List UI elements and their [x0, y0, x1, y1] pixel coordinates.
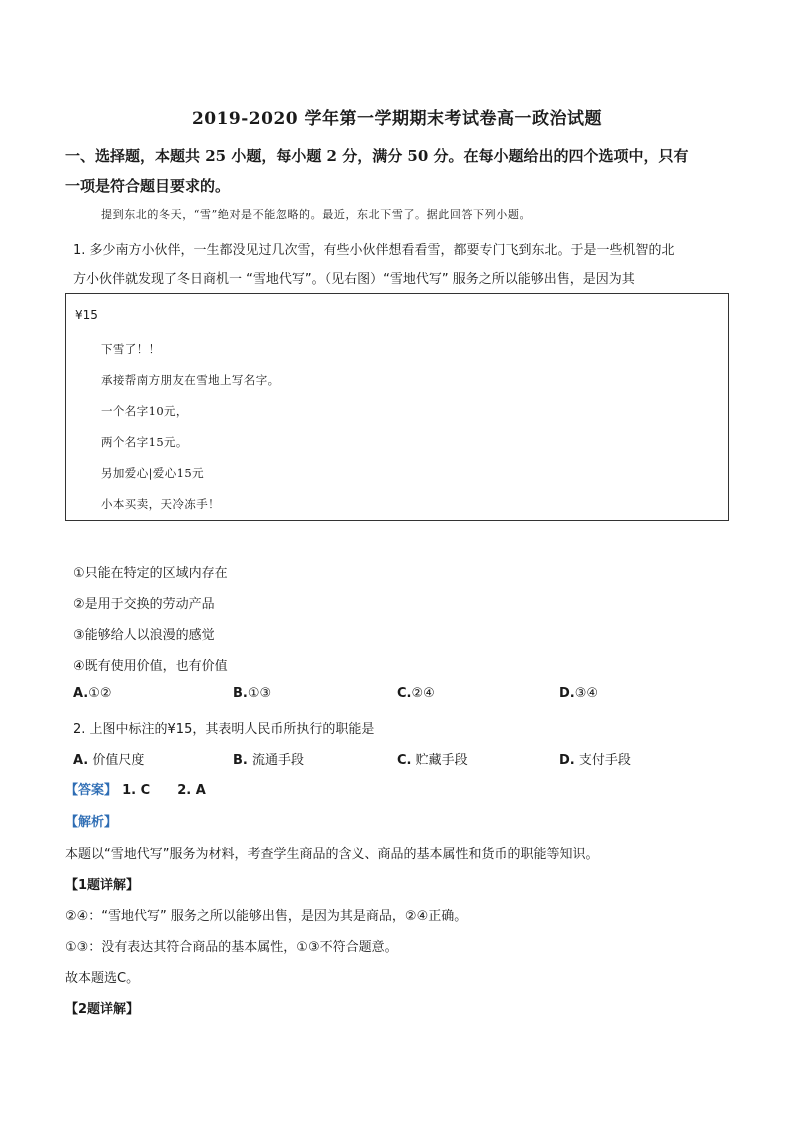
option-text: 贮藏手段: [415, 753, 468, 768]
option-label: D.: [559, 753, 575, 768]
option-label: D.: [559, 686, 575, 701]
statement-1: ①只能在特定的区域内存在: [73, 566, 228, 581]
detail-1-line2: ①③：没有表达其符合商品的基本属性，①③不符合题意。: [65, 940, 398, 955]
detail-1-line1: ②④：“雪地代写” 服务之所以能够出售，是因为其是商品，②④正确。: [65, 909, 468, 924]
box-line: 一个名字10元，: [101, 404, 188, 418]
q2-option-b: [233, 749, 304, 768]
analysis-text: 本题以“雪地代写”服务为材料，考查学生商品的含义、商品的基本属性和货币的职能等知识。: [65, 847, 599, 862]
q2-option-a: [73, 749, 144, 768]
material-box: [65, 293, 729, 521]
answer-2: 2. A: [177, 783, 206, 798]
box-line: 下雪了！！: [101, 342, 161, 356]
statement-2: ②是用于交换的劳动产品: [73, 597, 215, 612]
answer-line: [65, 779, 206, 798]
option-text: ②④: [411, 686, 435, 701]
q1-option-a: [73, 686, 112, 701]
answer-tag: 【答案】: [65, 783, 118, 798]
section-instruction-line1: 一、选择题，本题共 25 小题，每小题 2 分，满分 50 分。在每小题给出的四个选项中，只有: [65, 147, 689, 165]
material-intro: 提到东北的冬天，“雪”绝对是不能忽略的。最近，东北下雪了。据此回答下列小题。: [101, 208, 532, 221]
q1-option-d: [559, 686, 598, 701]
option-label: B.: [233, 753, 248, 768]
q1-option-b: [233, 686, 271, 701]
option-label: B.: [233, 686, 248, 701]
q2-option-c: [397, 749, 468, 768]
page-title: 2019-2020 学年第一学期期末考试卷高一政治试题: [191, 109, 603, 129]
option-label: C.: [397, 686, 412, 701]
box-line: 另加爱心|爱心15元: [101, 466, 205, 480]
question-2-stem: 2. 上图中标注的¥15，其表明人民币所执行的职能是: [73, 722, 375, 737]
box-line: 两个名字15元。: [101, 435, 188, 449]
question-1-line2: 方小伙伴就发现了冬日商机一 “雪地代写”。（见右图）“雪地代写” 服务之所以能够出售，是因为其: [73, 272, 635, 287]
detail-1-tag: 【1题详解】: [65, 878, 140, 893]
section-instruction-line2: 一项是符合题目要求的。: [65, 177, 231, 195]
price-tag: ¥15: [75, 308, 98, 322]
option-text: ①②: [88, 686, 112, 701]
option-text: 价值尺度: [92, 753, 145, 768]
box-line: 小本买卖，天冷冻手！: [101, 497, 220, 511]
option-text: ①③: [247, 686, 272, 701]
option-text: 流通手段: [252, 753, 305, 768]
statement-4: ④既有使用价值，也有价值: [73, 659, 228, 674]
option-label: C.: [397, 753, 412, 768]
detail-2-tag: 【2题详解】: [65, 1002, 140, 1017]
option-label: A.: [73, 753, 89, 768]
option-text: ③④: [574, 686, 599, 701]
q1-option-c: [397, 686, 435, 701]
answer-1: 1. C: [122, 783, 151, 798]
option-label: A.: [73, 686, 89, 701]
statement-3: ③能够给人以浪漫的感觉: [73, 628, 215, 643]
box-line: 承接帮南方朋友在雪地上写名字。: [101, 373, 280, 387]
detail-1-line3: 故本题选C。: [65, 971, 140, 986]
option-text: 支付手段: [578, 753, 631, 768]
analysis-tag: 【解析】: [65, 815, 118, 830]
q2-option-d: [559, 749, 631, 768]
question-1-line1: 1. 多少南方小伙伴，一生都没见过几次雪，有些小伙伴想看看雪，都要专门飞到东北。于是一些机智的北: [73, 243, 675, 258]
